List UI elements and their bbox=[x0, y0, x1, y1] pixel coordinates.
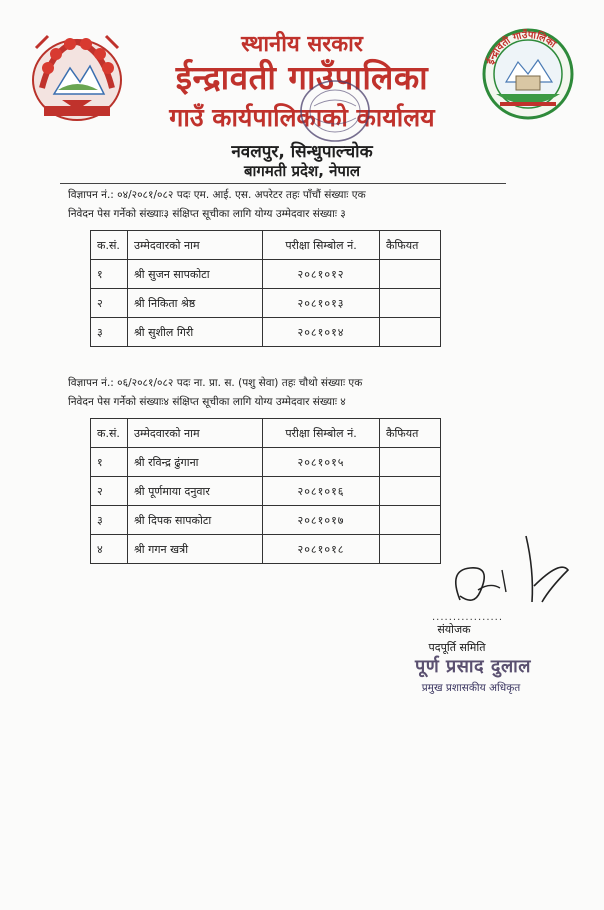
symbol-cell: २०८१०१३ bbox=[263, 289, 380, 318]
signatory-title: प्रमुख प्रशासकीय अधिकृत bbox=[421, 682, 521, 694]
serial-cell: १ bbox=[91, 260, 128, 289]
serial-cell: ३ bbox=[91, 506, 128, 535]
table-row bbox=[91, 448, 441, 477]
name-cell: श्री सुशील गिरी bbox=[128, 318, 263, 347]
handwritten-signature-icon bbox=[430, 530, 580, 620]
col-name: उम्मेदवारको नाम bbox=[128, 231, 263, 260]
name-cell: श्री सुजन सापकोटा bbox=[128, 260, 263, 289]
col-symbol: परीक्षा सिम्बोल नं. bbox=[263, 231, 380, 260]
serial-cell: ४ bbox=[91, 535, 128, 564]
office-address: नवलपुर, सिन्धुपाल्चोक bbox=[231, 142, 373, 162]
table-row bbox=[91, 506, 441, 535]
table-row bbox=[91, 535, 441, 564]
office-name: गाउँ कार्यपालिकाको कार्यालय bbox=[169, 103, 435, 132]
header-divider bbox=[60, 183, 506, 184]
symbol-cell: २०८१०१७ bbox=[263, 506, 380, 535]
table-row bbox=[91, 318, 441, 347]
remarks-cell bbox=[380, 318, 441, 347]
remarks-cell bbox=[380, 289, 441, 318]
letterhead bbox=[0, 0, 604, 190]
emblem-ring-text: ईन्द्रावती गाउँपालिका bbox=[485, 29, 558, 66]
serial-cell: २ bbox=[91, 289, 128, 318]
symbol-cell: २०८१०१२ bbox=[263, 260, 380, 289]
serial-cell: १ bbox=[91, 448, 128, 477]
remarks-cell bbox=[380, 260, 441, 289]
name-cell: श्री निकिता श्रेष्ठ bbox=[128, 289, 263, 318]
table-row bbox=[91, 289, 441, 318]
col-remarks: कैफियत bbox=[380, 419, 441, 448]
signature-dotted-line: ................. bbox=[432, 612, 504, 623]
applicant-line-1: निवेदन पेस गर्नेको संख्याः३ संक्षिप्त सूचीका लागि योग्य उम्मेदवार संख्याः ३ bbox=[68, 208, 346, 220]
table-row bbox=[91, 477, 441, 506]
col-serial: क.सं. bbox=[91, 419, 128, 448]
signatory-role: संयोजक bbox=[437, 623, 471, 636]
header-line-1: स्थानीय सरकार bbox=[241, 32, 363, 57]
symbol-cell: २०८१०१४ bbox=[263, 318, 380, 347]
table-header-row bbox=[91, 231, 441, 260]
advert-line-2: विज्ञापन नं.: ०६/२०८१/०८२ पदः ना. प्रा. स. (पशु सेवा) तहः चौथो संख्याः एक bbox=[68, 377, 363, 389]
table-row bbox=[91, 260, 441, 289]
province-name: बागमती प्रदेश, नेपाल bbox=[243, 162, 361, 180]
table-header-row bbox=[91, 419, 441, 448]
municipality-name: ईन्द्रावती गाउँपालिका bbox=[175, 58, 429, 97]
signatory-name-stamp: पूर्ण प्रसाद दुलाल bbox=[414, 656, 532, 677]
name-cell: श्री रविन्द्र ढुंगाना bbox=[128, 448, 263, 477]
name-cell: श्री दिपक सापकोटा bbox=[128, 506, 263, 535]
advert-line-1: विज्ञापन नं.: ०४/२०८१/०८२ पदः एम. आई. एस. अपरेटर तहः पाँचौं संख्याः एक bbox=[68, 189, 366, 201]
name-cell: श्री गगन खत्री bbox=[128, 535, 263, 564]
remarks-cell bbox=[380, 448, 441, 477]
committee-name: पदपूर्ति समिति bbox=[428, 641, 486, 654]
col-serial: क.सं. bbox=[91, 231, 128, 260]
serial-cell: ३ bbox=[91, 318, 128, 347]
remarks-cell bbox=[380, 477, 441, 506]
col-name: उम्मेदवारको नाम bbox=[128, 419, 263, 448]
candidate-table-1 bbox=[90, 230, 441, 347]
name-cell: श्री पूर्णमाया दनुवार bbox=[128, 477, 263, 506]
office-stamp-icon bbox=[296, 76, 374, 146]
symbol-cell: २०८१०१५ bbox=[263, 448, 380, 477]
col-remarks: कैफियत bbox=[380, 231, 441, 260]
candidate-table-2 bbox=[90, 418, 441, 564]
municipality-emblem-icon bbox=[476, 24, 580, 124]
symbol-cell: २०८१०१८ bbox=[263, 535, 380, 564]
col-symbol: परीक्षा सिम्बोल नं. bbox=[263, 419, 380, 448]
applicant-line-2: निवेदन पेस गर्नेको संख्याः४ संक्षिप्त सूचीका लागि योग्य उम्मेदवार संख्याः ४ bbox=[68, 396, 346, 408]
serial-cell: २ bbox=[91, 477, 128, 506]
symbol-cell: २०८१०१६ bbox=[263, 477, 380, 506]
